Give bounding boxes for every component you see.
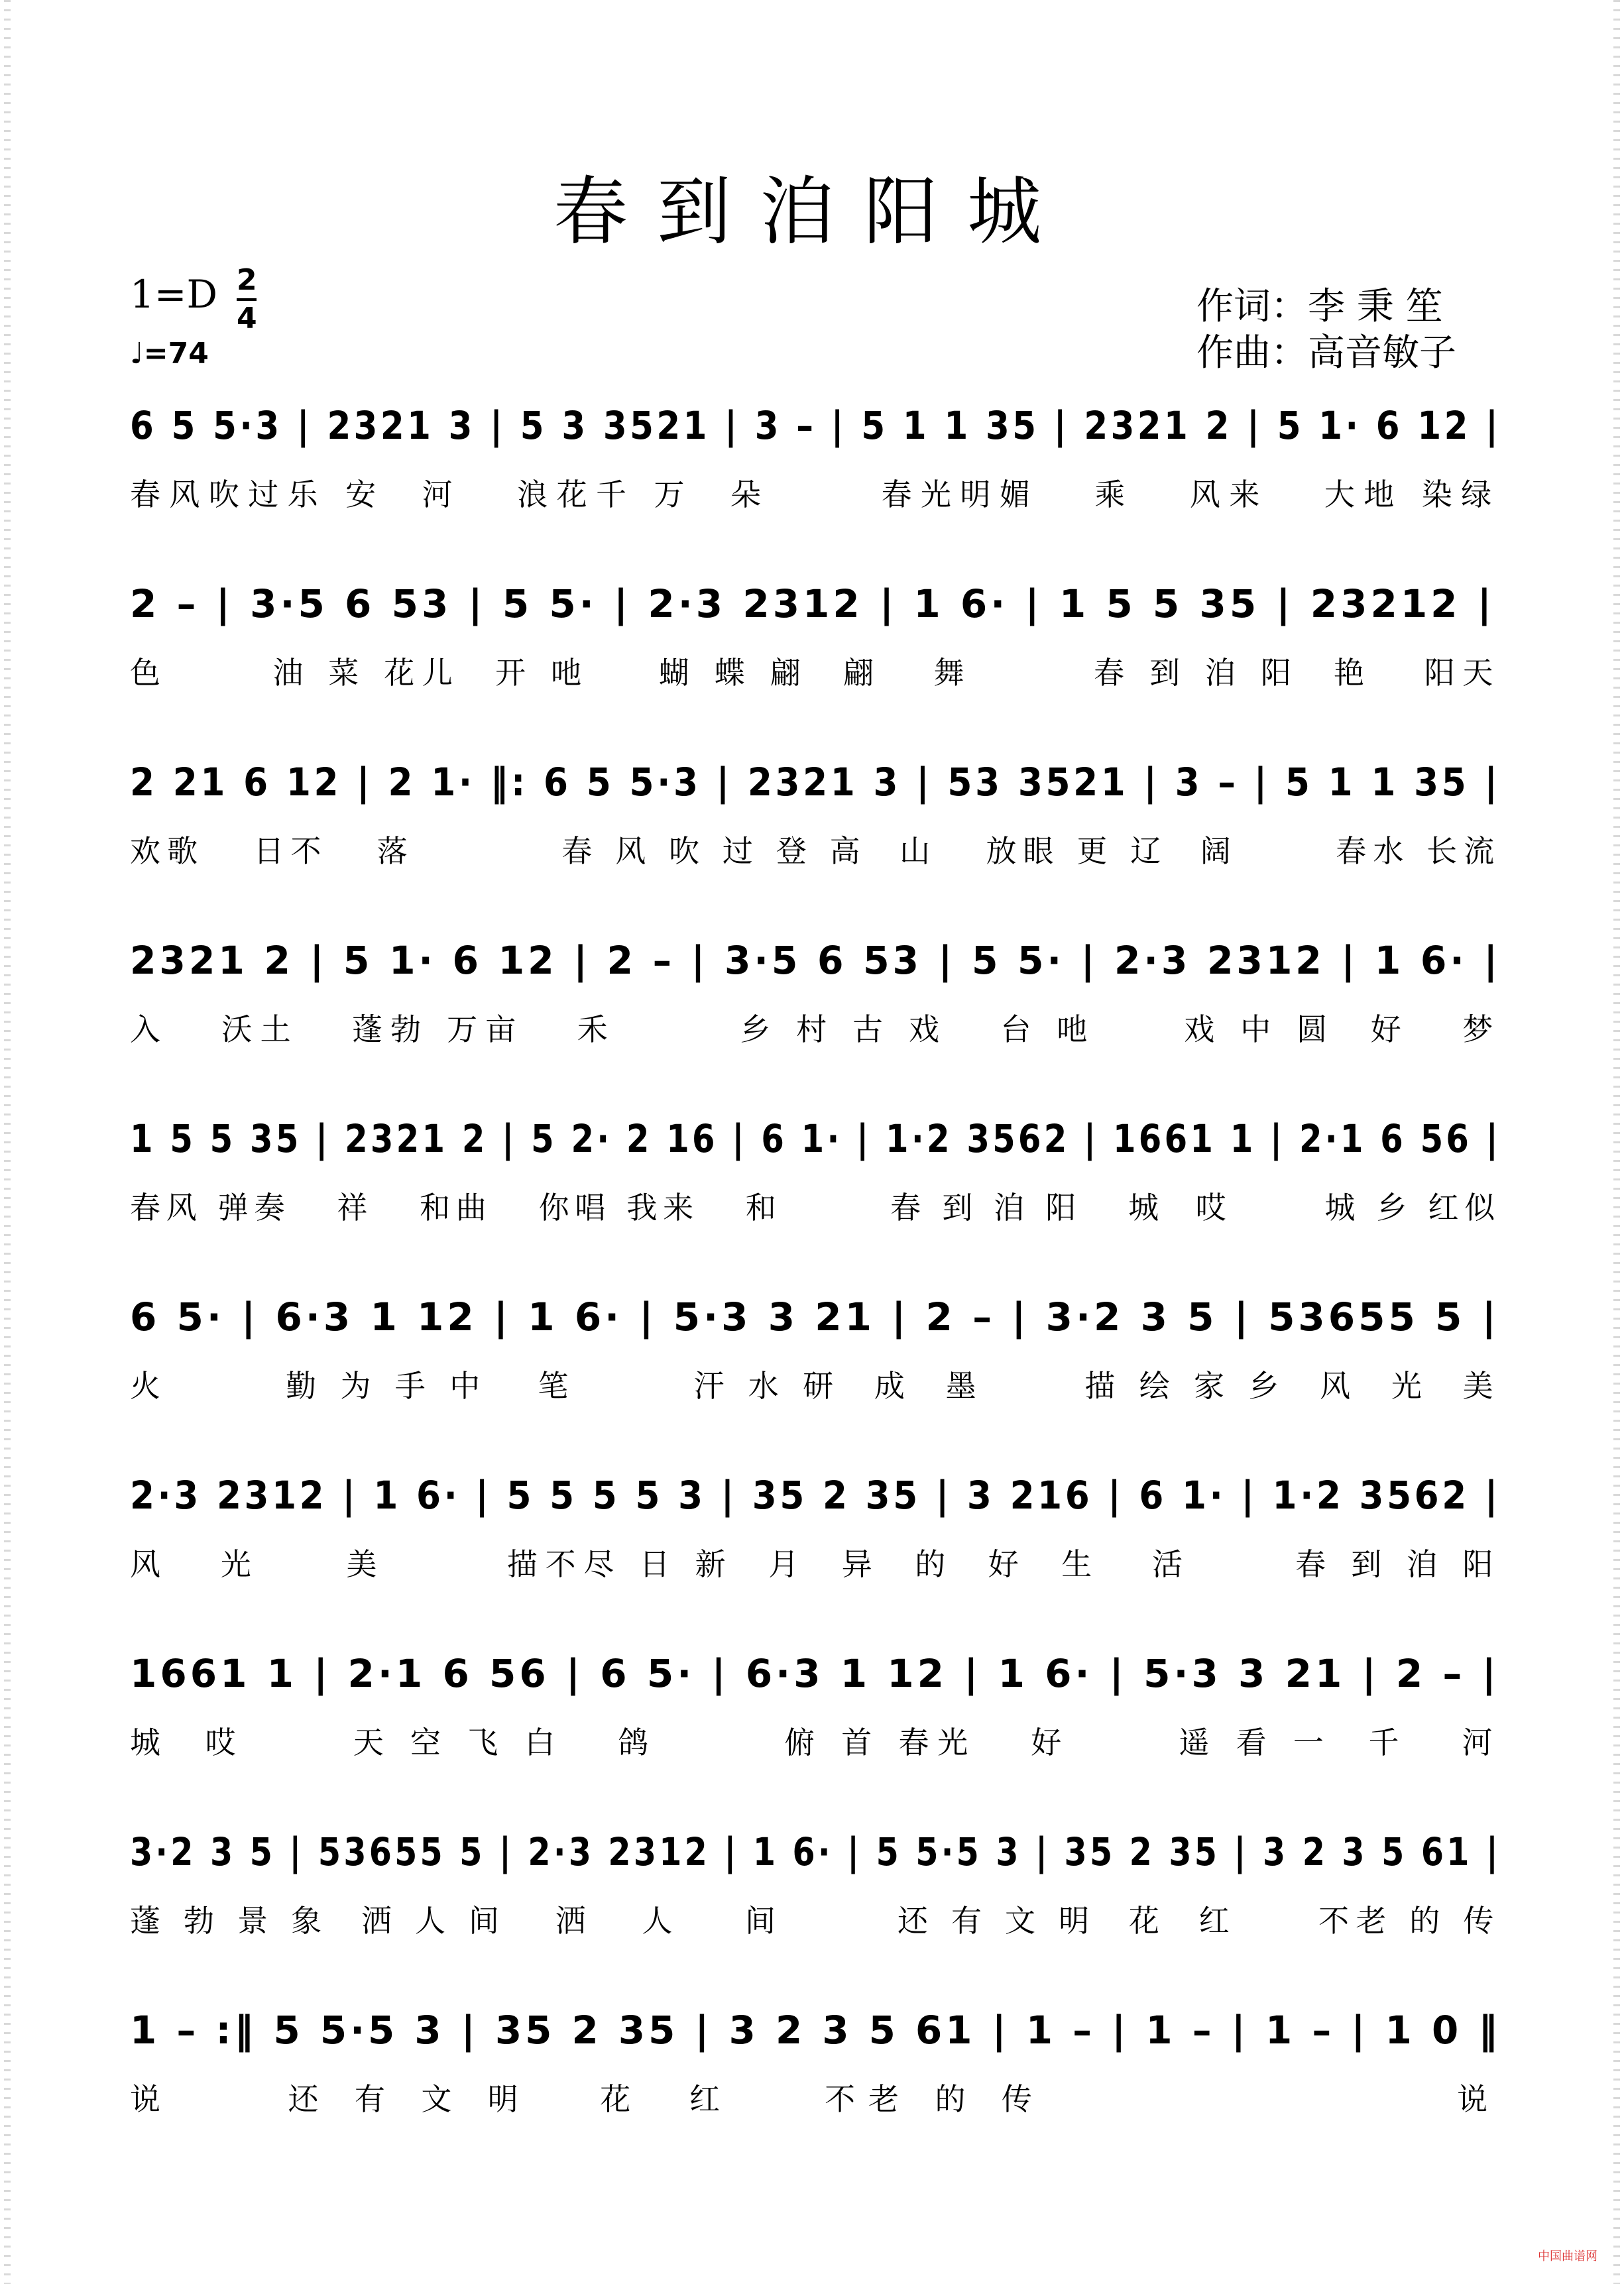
watermark: 中国曲谱网 — [1538, 2250, 1597, 2263]
notation-line: 2·3 2312 | 1 6· | 5 5 5 5 3 | 35 2 35 | 3 216 | 6 1· | 1·2 3562 | — [130, 1473, 1501, 1518]
composer-credit: 作曲：高音敏子 — [1196, 331, 1456, 374]
meter-denominator: 4 — [237, 302, 257, 335]
lyric-line: 春风 弹奏 祥 和曲 你唱 我来 和 春 到 洎 阳 城 哎 城 乡 红似 — [130, 1190, 1501, 1226]
lyricist-credit: 作词：李 秉 笙 — [1196, 285, 1443, 328]
lyric-line: 城 哎 天 空 飞 白 鸽 俯 首 春光 好 遥 看 一 千 河 — [130, 1725, 1501, 1760]
notation-line: 2 21 6 12 | 2 1· ‖: 6 5 5·3 | 2321 3 | 53 3521 | 3 – | 5 1 1 35 | — [130, 760, 1501, 805]
notation-line: 6 5 5·3 | 2321 3 | 5 3 3521 | 3 – | 5 1 1 35 | 2321 2 | 5 1· 6 12 | — [130, 403, 1501, 448]
lyric-line: 火 勤 为 手 中 笔 汗 水 研 成 墨 描 绘 家 乡 风 光 美 — [130, 1368, 1501, 1404]
notation-line: 3·2 3 5 | 53655 5 | 2·3 2312 | 1 6· | 5 5·5 3 | 35 2 35 | 3 2 3 5 61 | — [130, 1829, 1501, 1874]
notation-line: 1661 1 | 2·1 6 56 | 6 5· | 6·3 1 12 | 1 6· | 5·3 3 21 | 2 – | — [130, 1651, 1499, 1696]
lyric-line: 春风吹过乐 安 河 浪花千 万 朵 春光明媚 乘 风来 大地 染绿 — [130, 477, 1501, 512]
page-edge-right — [1613, 0, 1620, 2284]
meter-numerator: 2 — [237, 263, 257, 297]
notation-line: 2 – | 3·5 6 53 | 5 5· | 2·3 2312 | 1 6· | 1 5 5 35 | 23212 | — [130, 581, 1495, 626]
lyric-line: 欢歌 日不 落 春 风 吹 过 登 高 山 放眼 更 辽 阔 春水 长流 — [130, 833, 1501, 869]
notation-line: 2321 2 | 5 1· 6 12 | 2 – | 3·5 6 53 | 5 5· | 2·3 2312 | 1 6· | — [130, 938, 1501, 983]
key-signature: 1=D — [130, 272, 218, 317]
lyric-line: 入 沃土 蓬勃 万亩 禾 乡 村 古 戏 台 吔 戏 中 圆 好 梦 — [130, 1011, 1501, 1047]
lyric-line: 说 还 有 文 明 花 红 不老 的 传 说 — [130, 2081, 1501, 2117]
page-edge-left — [4, 0, 11, 2284]
time-signature — [237, 264, 257, 335]
lyric-line: 蓬 勃 景 象 洒 人 间 洒 人 间 还 有 文 明 花 红 不老 的 传 — [130, 1903, 1501, 1939]
song-title: 春到洎阳城 — [553, 169, 1071, 255]
lyric-line: 风 光 美 描不尽 日 新 月 异 的 好 生 活 春 到 洎 阳 — [130, 1546, 1501, 1582]
notation-line: 1 5 5 35 | 2321 2 | 5 2· 2 16 | 6 1· | 1·2 3562 | 1661 1 | 2·1 6 56 | — [130, 1116, 1501, 1161]
notation-line: 1 – :‖ 5 5·5 3 | 35 2 35 | 3 2 3 5 61 | 1 – | 1 – | 1 – | 1 0 ‖ — [130, 2008, 1501, 2053]
lyric-line: 色 油 菜 花儿 开 吔 蝴 蝶 翩 翩 舞 春 到 洎 阳 艳 阳天 — [130, 655, 1501, 691]
tempo-marking: ♩=74 — [130, 337, 209, 371]
notation-line: 6 5· | 6·3 1 12 | 1 6· | 5·3 3 21 | 2 – | 3·2 3 5 | 53655 5 | — [130, 1294, 1499, 1340]
